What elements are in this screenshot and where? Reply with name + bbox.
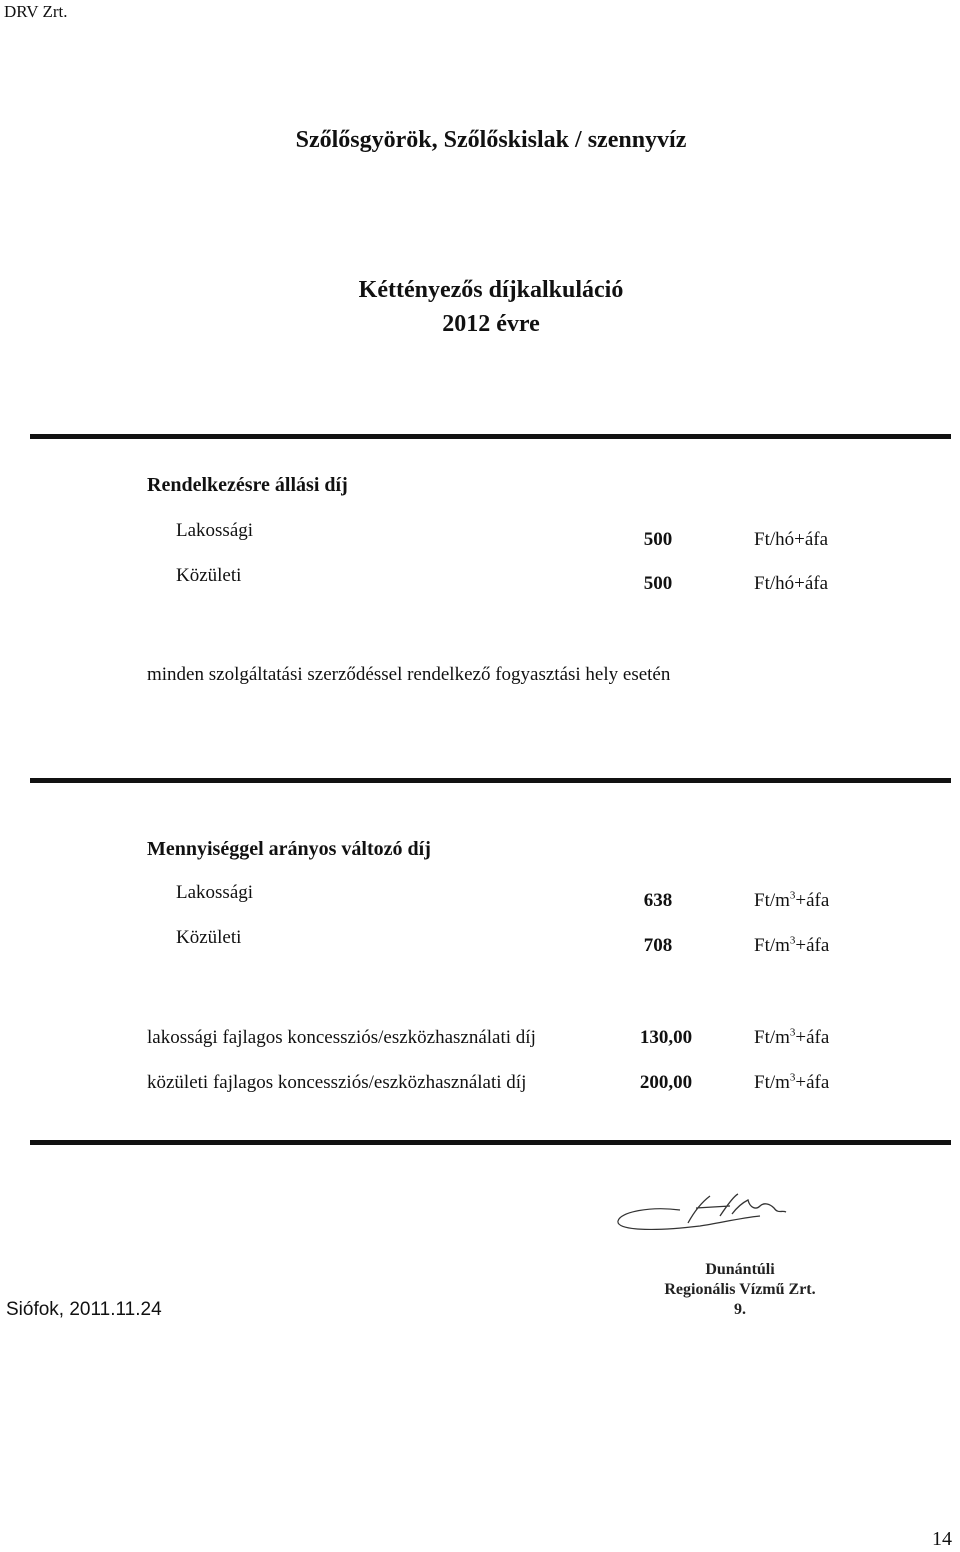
concession-unit-residential [754,1027,829,1049]
company-header: DRV Zrt. [4,2,68,21]
calc-title: Kéttényezős díjkalkuláció [358,277,624,303]
unit-suffix: +áfa [795,890,830,911]
concession-label-residential: lakossági fajlagos koncessziós/eszközhasználati díj [147,1027,536,1048]
unit-suffix: +áfa [795,1027,830,1048]
fixed-fee-heading: Rendelkezésre állási díj [147,474,348,496]
fixed-fee-value-residential: 500 [643,529,673,550]
concession-unit-public [754,1072,829,1094]
place-date: Siófok, 2011.11.24 [6,1299,162,1320]
fixed-fee-label-public: Közületi [176,565,242,586]
unit-suffix: +áfa [795,935,830,956]
signature-image [610,1188,800,1238]
unit-superscript: 3 [789,1026,796,1039]
year-title: 2012 évre [442,311,540,337]
concession-label-public: közületi fajlagos koncessziós/eszközhasználati díj [147,1072,527,1093]
unit-superscript: 3 [789,889,796,902]
page-number: 14 [932,1528,952,1550]
document-title: Szőlősgyörök, Szőlőskislak / szennyvíz [295,127,687,153]
variable-fee-label-residential: Lakossági [176,882,254,903]
variable-fee-unit-public [754,935,829,957]
variable-fee-heading: Mennyiséggel arányos változó díj [147,838,431,860]
unit-superscript: 3 [789,1071,796,1084]
fixed-fee-value-public: 500 [643,573,673,594]
unit-prefix: Ft/m [754,935,790,956]
unit-prefix: Ft/m [754,890,790,911]
fixed-fee-note: minden szolgáltatási szerződéssel rendelkező fogyasztási hely esetén [147,664,671,685]
fixed-fee-unit-residential: Ft/hó+áfa [754,529,829,550]
unit-prefix: Ft/m [754,1072,790,1093]
unit-prefix: Ft/m [754,1027,790,1048]
variable-fee-unit-residential [754,890,829,912]
unit-superscript: 3 [789,934,796,947]
divider-bottom [30,1140,951,1145]
stamp-line-1: Dunántúli [705,1261,775,1278]
variable-fee-value-public: 708 [643,935,673,956]
unit-suffix: +áfa [795,1072,830,1093]
divider-top [30,434,951,439]
fixed-fee-label-residential: Lakossági [176,520,254,541]
concession-value-public: 200,00 [639,1072,693,1093]
variable-fee-value-residential: 638 [643,890,673,911]
stamp-line-2: Regionális Vízmű Zrt. [664,1281,816,1298]
stamp-line-3: 9. [734,1301,746,1318]
fixed-fee-unit-public: Ft/hó+áfa [754,573,829,594]
variable-fee-label-public: Közületi [176,927,242,948]
concession-value-residential: 130,00 [639,1027,693,1048]
divider-middle [30,778,951,783]
